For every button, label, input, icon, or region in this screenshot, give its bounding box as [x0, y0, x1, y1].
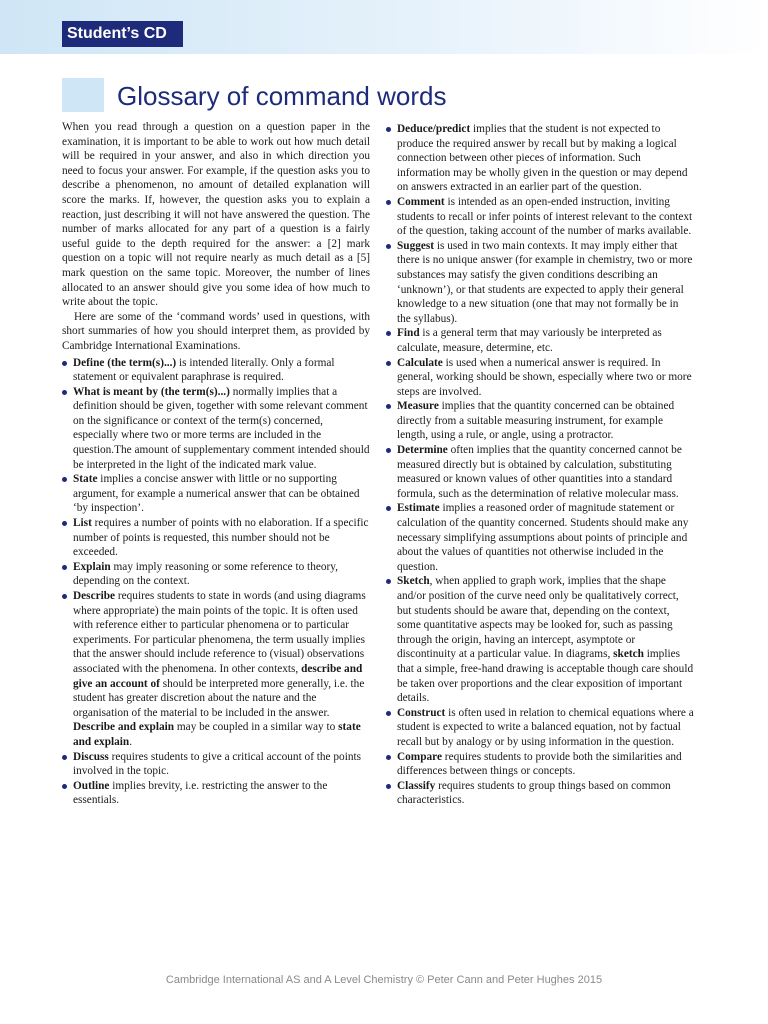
glossary-entry — [386, 750, 694, 779]
glossary-term: Compare — [397, 750, 442, 763]
glossary-entry — [62, 385, 370, 473]
bullet-icon — [62, 361, 67, 366]
bullet-icon — [386, 331, 391, 336]
bullet-icon — [386, 361, 391, 366]
glossary-term: Deduce/predict — [397, 123, 471, 135]
glossary-entry — [62, 472, 370, 516]
bullet-icon — [386, 711, 391, 716]
glossary-term: Describe and explain — [73, 721, 175, 734]
glossary-entry — [386, 574, 694, 705]
command-word-list-left — [62, 356, 370, 808]
glossary-definition: is a general term that may variously be interpreted as calculate, measure, determine, etc. — [397, 327, 662, 354]
glossary-entry — [386, 326, 694, 355]
glossary-definition: implies that a simple, free-hand drawing is acceptable though care should be taken over proportions and the clear exposition of important details. — [397, 648, 694, 705]
glossary-entry — [386, 779, 694, 808]
bullet-icon — [62, 755, 67, 760]
glossary-definition: normally implies that a definition should be given, together with some relevant comment on the significance or context of the term(s) concerned, especially where two or more terms are included in the question.The amount of supplementary comment intended should be interpreted in the light of the indicated mark value. — [73, 385, 370, 471]
title-accent-box — [62, 78, 104, 112]
glossary-term: Estimate — [397, 502, 440, 515]
bullet-icon — [386, 200, 391, 205]
glossary-term: Suggest — [397, 239, 435, 252]
glossary-entry — [386, 706, 694, 750]
left-column — [62, 120, 370, 808]
glossary-entry — [62, 516, 370, 560]
glossary-term: Classify — [397, 779, 436, 792]
bullet-icon — [386, 784, 391, 789]
bullet-icon — [386, 244, 391, 249]
bullet-icon — [62, 594, 67, 599]
glossary-entry — [386, 501, 694, 574]
bullet-icon — [62, 477, 67, 482]
glossary-term: Comment — [397, 195, 445, 208]
bullet-icon — [62, 521, 67, 526]
glossary-term: Explain — [73, 560, 111, 573]
glossary-definition: implies that the quantity concerned can be obtained directly from a suitable measuring instrument, for example length, using a rule, or angle, using a protractor. — [397, 400, 675, 442]
glossary-term: sketch — [613, 648, 644, 661]
bullet-icon — [62, 565, 67, 570]
bullet-icon — [386, 404, 391, 409]
bullet-icon — [386, 755, 391, 760]
intro-paragraph-2: Here are some of the ‘command words’ used in questions, with short summaries of how you should interpret them, as provided by Cambridge International Examinations. — [62, 310, 370, 352]
glossary-term: Sketch — [397, 575, 430, 588]
glossary-term: Describe — [73, 590, 116, 602]
glossary-term: Outline — [73, 779, 110, 792]
glossary-entry — [62, 779, 370, 808]
intro-paragraph: When you read through a question on a question paper in the examination, it is important to be able to work out how much detail will be required in your answer, and also in which direction you need to focus your answer. For example, if the question asks you to describe a phenomenon, no amount of detailed explanation will score the marks. If, however, the question asks you to explain a reaction, just describing it will not have answered the question. The number of marks allocated for any part of a question is a fairly useful guide to the depth required for the answer: a [2] mark question on a topic will not require nearly as much detail as a [5] mark question on the same topic. Moreover, the number of lines allocated to an answer should give you some idea of how much to write about the topic. — [62, 121, 370, 309]
bullet-icon — [62, 390, 67, 395]
glossary-definition: requires a number of points with no elaboration. If a specific number of points is requested, this number should not be exceeded. — [73, 517, 369, 559]
glossary-entry — [62, 560, 370, 589]
glossary-entry — [386, 399, 694, 443]
glossary-definition: implies that the student is not expected to produce the required answer by recall but by making a logical connection between other pieces of information. Such information may be wholly given in the question or may depend on answers extracted in an earlier part of the question. — [397, 123, 688, 194]
bullet-icon — [62, 784, 67, 789]
bullet-icon — [386, 448, 391, 453]
bullet-icon — [386, 506, 391, 511]
glossary-definition: implies a concise answer with little or no supporting argument, for example a numerical answer that can be obtained ‘by inspection’. — [73, 473, 360, 515]
glossary-term: state and explain — [73, 721, 361, 748]
glossary-definition: requires students to state in words (and using diagrams where appropriate) the main points of the topic. It is often used with reference either to particular phenomena or to particular experiments. For particular phenomena, the term usually implies that the answer should include reference to (visual) observations associated with the phenomena. In other contexts, — [73, 590, 366, 675]
glossary-definition: , when applied to graph work, implies that the shape and/or position of the curve need only be qualitatively correct, but students should be aware that, depending on the context, some quantitative aspects may be looked for, such as passing through the origin, having an intercept, asymptote or discontinuity at a particular value. In diagrams, — [397, 575, 679, 661]
page-title: Glossary of command words — [117, 81, 447, 111]
glossary-entry — [386, 356, 694, 400]
glossary-definition: implies a reasoned order of magnitude statement or calculation of the quantity concerned. Students should make any necessary simplifying assumptions about points of principle and about the values of quantities not otherwise included in the question. — [397, 502, 689, 573]
right-column — [386, 120, 694, 808]
glossary-entry — [386, 195, 694, 239]
glossary-definition: is often used in relation to chemical equations where a student is expected to write a balanced equation, not by factual recall but by analogy or by using information in the question. — [397, 706, 694, 748]
glossary-definition: may be coupled in a similar way to — [174, 721, 339, 734]
command-word-list-right — [386, 122, 694, 808]
glossary-definition: implies brevity, i.e. restricting the answer to the essentials. — [73, 779, 328, 807]
glossary-entry — [62, 356, 370, 385]
glossary-term: Define (the term(s)...) — [73, 356, 177, 369]
glossary-term: State — [73, 473, 98, 486]
glossary-definition: often implies that the quantity concerned cannot be measured directly but is obtained by calculation, substituting measured or known values of other quantities into a standard formula, such as the determination of relative molecular mass. — [397, 444, 682, 500]
bullet-icon — [386, 579, 391, 584]
glossary-entry — [386, 122, 694, 195]
glossary-entry — [386, 443, 694, 501]
glossary-term: Discuss — [73, 750, 109, 763]
glossary-entry — [62, 589, 370, 750]
glossary-definition: is used in two main contexts. It may imply either that there is no unique answer (for example in chemistry, two or more substances may satisfy the given conditions describing an ‘unknown’), or that students are expected to apply their general knowledge to a new situation (one that may not formally be in the syllabus). — [397, 239, 693, 325]
glossary-term: describe and give an account of — [73, 662, 363, 690]
glossary-definition: requires students to group things based on common characteristics. — [397, 779, 671, 807]
glossary-definition: may imply reasoning or some reference to theory, depending on the context. — [73, 560, 339, 588]
glossary-entry — [386, 239, 694, 327]
bullet-icon — [386, 127, 391, 132]
students-cd-tag: Student’s CD — [62, 21, 183, 47]
glossary-definition: is intended literally. Only a formal statement or equivalent paraphrase is required. — [73, 356, 335, 384]
page-footer: Cambridge International AS and A Level Chemistry © Peter Cann and Peter Hughes 2015 — [165, 974, 603, 986]
glossary-definition: requires students to give a critical account of the points involved in the topic. — [73, 750, 362, 778]
glossary-definition: is intended as an open-ended instruction, inviting students to recall or infer points of interest relevant to the context of the question, taking account of the number of marks available. — [397, 195, 693, 238]
glossary-entry — [62, 750, 370, 779]
glossary-term: Find — [397, 327, 420, 340]
glossary-definition: . — [129, 735, 133, 748]
glossary-term: Calculate — [397, 356, 443, 369]
glossary-definition: should be interpreted more generally, i.e. the student has greater discretion about the nature and the organisation of the material to be included in the answer. — [73, 677, 365, 719]
glossary-term: Construct — [397, 706, 446, 719]
glossary-term: Determine — [397, 444, 448, 457]
glossary-term: Measure — [397, 400, 439, 413]
glossary-term: List — [73, 517, 92, 530]
glossary-definition: requires students to provide both the similarities and differences between things or concepts. — [397, 750, 682, 778]
glossary-term: What is meant by (the term(s)...) — [73, 385, 230, 398]
glossary-definition: is used when a numerical answer is required. In general, working should be shown, especially where two or more steps are involved. — [397, 356, 692, 398]
